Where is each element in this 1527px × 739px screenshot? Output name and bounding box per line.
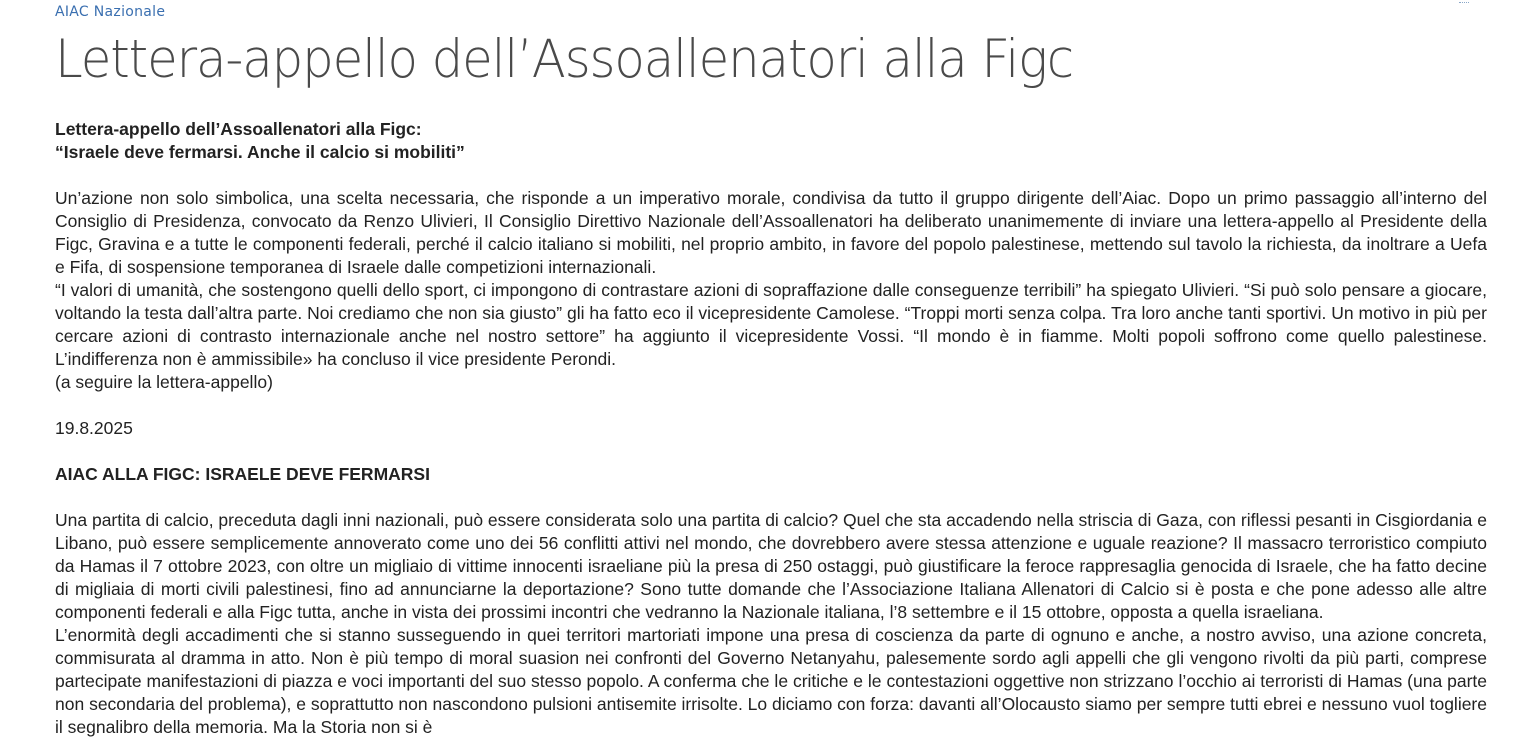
- quotes-paragraph: “I valori di umanità, che sostengono quelli dello sport, ci impongono di contrastare azioni di sopraffazione dalle conseguenze terribili” ha spiegato Ulivieri. “Si può solo pensare a giocare, voltando la testa dall’altra parte. Noi crediamo che non sia giusto” gli ha fatto eco il vicepresidente Camolese. “Troppi morti senza colpa. Tra loro anche tanti sportivi. Un motivo in più per cercare azioni di contrasto internazionale anche nel nostro settore” ha aggiunto il vicepresidente Vossi. “Il mondo è in fiamme. Molti popoli soffrono come quello palestinese. L’indifferenza non è ammissibile» ha concluso il vice presidente Perondi.: [55, 280, 1487, 369]
- follow-note: (a seguire la lettera-appello): [55, 372, 273, 392]
- category-link[interactable]: AIAC Nazionale: [55, 4, 166, 20]
- article-subtitle-line2: “Israele deve fermarsi. Anche il calcio si mobiliti”: [55, 142, 465, 162]
- article-subtitle-line1: Lettera-appello dell’Assoallenatori alla Figc:: [55, 119, 422, 139]
- spacer: [55, 486, 1487, 509]
- letter-heading: AIAC ALLA FIGC: ISRAELE DEVE FERMARSI: [55, 464, 430, 484]
- corner-decoration: [1459, 0, 1469, 3]
- letter-paragraph-2: L’enormità degli accadimenti che si stanno susseguendo in quei territori martoriati impone una presa di coscienza da parte di ognuno e anche, a nostro avviso, una azione concreta, commisurata al dramma in atto. Non è più tempo di moral suasion nei confronti del Governo Netanyahu, palesemente sordo agli appelli che gli vengono rivolti da più parti, comprese partecipate manifestazioni di piazza e voci importanti del suo stesso popolo. A conferma che le critiche e le contestazioni oggettive non strizzano l’occhio ai terroristi di Hamas (una parte non secondaria del problema), e soprattutto non nascondono pulsioni antisemite irrisolte. Lo diciamo con forza: davanti all’Olocausto siamo per sempre tutti ebrei e nessuno vuol togliere il segnalibro della memoria. Ma la Storia non si è: [55, 625, 1487, 737]
- intro-paragraph: Un’azione non solo simbolica, una scelta necessaria, che risponde a un imperativo morale, condivisa da tutto il gruppo dirigente dell’Aiac. Dopo un primo passaggio all’interno del Consiglio di Presidenza, convocato da Renzo Ulivieri, Il Consiglio Direttivo Nazionale dell’Assoallenatori ha deliberato unanimemente di inviare una lettera-appello al Presidente della Figc, Gravina e a tutte le componenti federali, perché il calcio italiano si mobiliti, nel proprio ambito, in favore del popolo palestinese, mettendo sul tavolo la richiesta, da inoltrare a Uefa e Fifa, di sospensione temporanea di Israele dalle competizioni internazionali.: [55, 188, 1487, 277]
- letter-paragraph-1: Una partita di calcio, preceduta dagli inni nazionali, può essere considerata solo una partita di calcio? Quel che sta accadendo nella striscia di Gaza, con riflessi pesanti in Cisgiordania e Libano, può essere semplicemente annoverato come uno dei 56 conflitti attivi nel mondo, che dovrebbero avere stessa attenzione e uguale reazione? Il massacro terroristico compiuto da Hamas il 7 ottobre 2023, con oltre un migliaio di vittime innocenti israeliane più la presa di 250 ostaggi, può giustificare la feroce rappresaglia genocida di Israele, che ha fatto decine di migliaia di morti civili palestinesi, fino ad annunciarne la deportazione? Sono tutte domande che l’Associazione Italiana Allenatori di Calcio si è posta e che pone adesso alle altre componenti federali e alla Figc tutta, anche in vista dei prossimi incontri che vedranno la Nazionale italiana, l’8 settembre e il 15 ottobre, opposta a quella israeliana.: [55, 510, 1487, 622]
- spacer: [55, 440, 1487, 463]
- letter-date: 19.8.2025: [55, 418, 133, 438]
- spacer: [55, 164, 1487, 187]
- page-title: Lettera-appello dell’Assoallenatori alla Figc: [55, 29, 1074, 90]
- article-body: [55, 118, 1487, 739]
- spacer: [55, 394, 1487, 417]
